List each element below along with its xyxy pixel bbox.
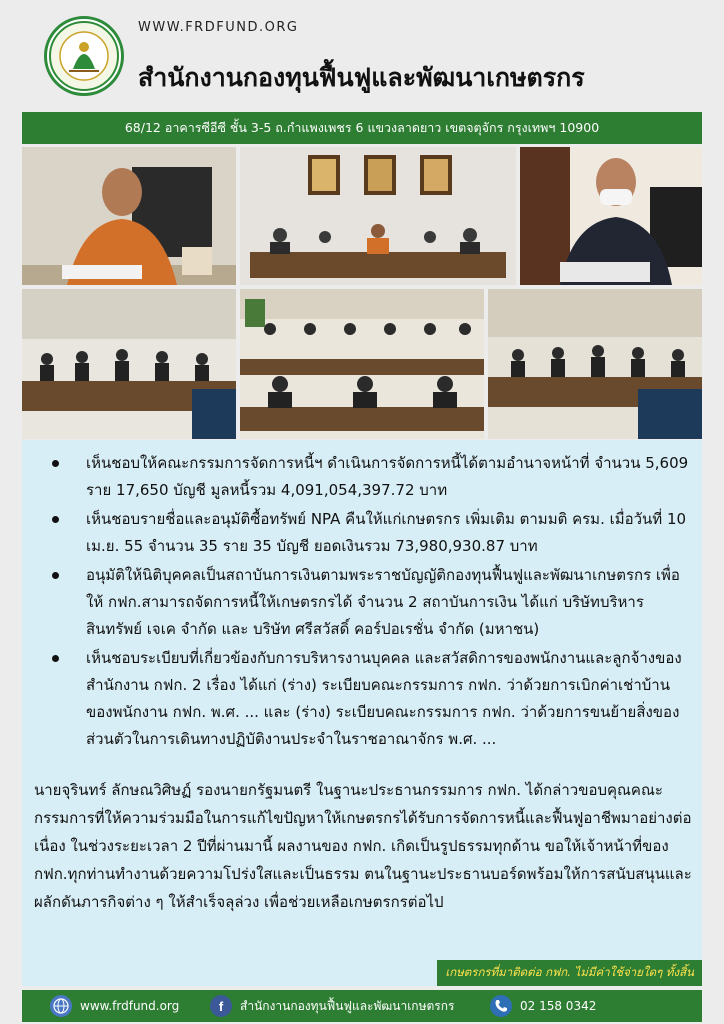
footer-website[interactable] [50,990,179,1022]
photo-committee-left [22,289,236,439]
content-panel [22,440,702,986]
footer-facebook[interactable] [210,990,454,1022]
resolution-list [46,450,696,755]
list-item: เห็นชอบให้คณะกรรมการจัดการหนี้ฯ ดำเนินการจัดการหนี้ได้ตามอำนาจหน้าที่ จำนวน 5,609 ราย 17,650 บัญชี มูลหนี้รวม 4,091,054,397.72 บาท [46,450,696,504]
footer-website-text: www.frdfund.org [80,999,180,1013]
phone-icon [490,995,512,1017]
bullet-icon [52,516,59,523]
bullet-icon [52,572,59,579]
chairman-statement: นายจุรินทร์ ลักษณวิศิษฏ์ รองนายกรัฐมนตรี ในฐานะประธานกรรมการ กฟก. ได้กล่าวขอบคุณคณะกรรมการที่ให้ความร่วมมือในการแก้ไขปัญหาให้เกษตรกรได้รับการจัดการหนี้และฟื้นฟูอาชีพมาอย่างต่อเนื่อง ในช่วงระยะเวลา 2 ปีที่ผ่านมานี้ ผลงานของ กฟก. เกิดเป็นรูปธรรมทุกด้าน ขอให้เจ้าหน้าที่ของ กฟก.ทุกท่านทำงานด้วยความโปร่งใสและเป็นธรรม ตนในฐานะประธานบอร์ดพร้อมให้การสนับสนุนและผลักดันภารกิจต่าง ๆ ให้สำเร็จลุล่วง เพื่อช่วยเหลือเกษตรกรต่อไป [34,781,692,911]
list-item: เห็นชอบรายชื่อและอนุมัติซื้อทรัพย์ NPA คืนให้แก่เกษตรกร เพิ่มเติม ตามมติ ครม. เมื่อวันที่ 10 เม.ย. 55 จำนวน 35 ราย 35 บัญชี ยอดเงินรวม 73,980,930.87 บาท [46,506,696,560]
photo-collage [22,147,702,439]
page-header [0,0,724,112]
photo-speaker-mask [520,147,702,285]
footer-phone[interactable] [490,990,596,1022]
bullet-icon [52,460,59,467]
footer-facebook-text: สำนักงานกองทุนฟื้นฟูและพัฒนาเกษตรกร [240,998,455,1013]
globe-icon [50,995,72,1017]
footer-phone-text: 02 158 0342 [520,999,597,1013]
photo-committee-center [240,289,484,439]
frdfund-logo [44,16,124,96]
address-bar [22,112,702,144]
bullet-icon [52,655,59,662]
header-website: WWW.FRDFUND.ORG [138,20,299,35]
photo-committee-right [488,289,702,439]
photo-meeting-room [240,147,516,285]
photo-chairman [22,147,236,285]
address-text: 68/12 อาคารซีอีซี ชั้น 3-5 ถ.กำแพงเพชร 6 แขวงลาดยาว เขตจตุจักร กรุงเทพฯ 10900 [124,120,600,135]
page-footer [22,990,702,1022]
tagline-text: เกษตรกรที่มาติดต่อ กฟก. ไม่มีค่าใช้จ่ายใดๆ ทั้งสิ้น [445,965,694,979]
tagline-banner [437,960,702,986]
list-item: อนุมัติให้นิติบุคคลเป็นสถาบันการเงินตามพระราชบัญญัติกองทุนฟื้นฟูและพัฒนาเกษตรกร เพื่อให้ กฟก.สามารถจัดการหนี้ให้เกษตรกรได้ จำนวน 2 สถาบันการเงิน ได้แก่ บริษัทบริหารสินทรัพย์ เจเค จำกัด และ บริษัท ศรีสวัสดิ์ คอร์ปอเรชั่น จำกัด (มหาชน) [46,562,696,643]
list-item: เห็นชอบระเบียบที่เกี่ยวข้องกับการบริหารงานบุคคล และสวัสดิการของพนักงานและลูกจ้างของสำนักงาน กฟก. 2 เรื่อง ได้แก่ (ร่าง) ระเบียบคณะกรรมการ กฟก. ว่าด้วยการเบิกค่าเช่าบ้านของพนักงาน กฟก. พ.ศ. ... และ (ร่าง) ระเบียบคณะกรรมการ กฟก. ว่าด้วยการขนย้ายสิ่งของส่วนตัวในการเดินทางปฏิบัติงานประจำในราชอาณาจักร พ.ศ. ... [46,645,696,753]
org-title: สำนักงานกองทุนฟื้นฟูและพัฒนาเกษตรกร [138,63,585,92]
facebook-icon: f [210,995,232,1017]
